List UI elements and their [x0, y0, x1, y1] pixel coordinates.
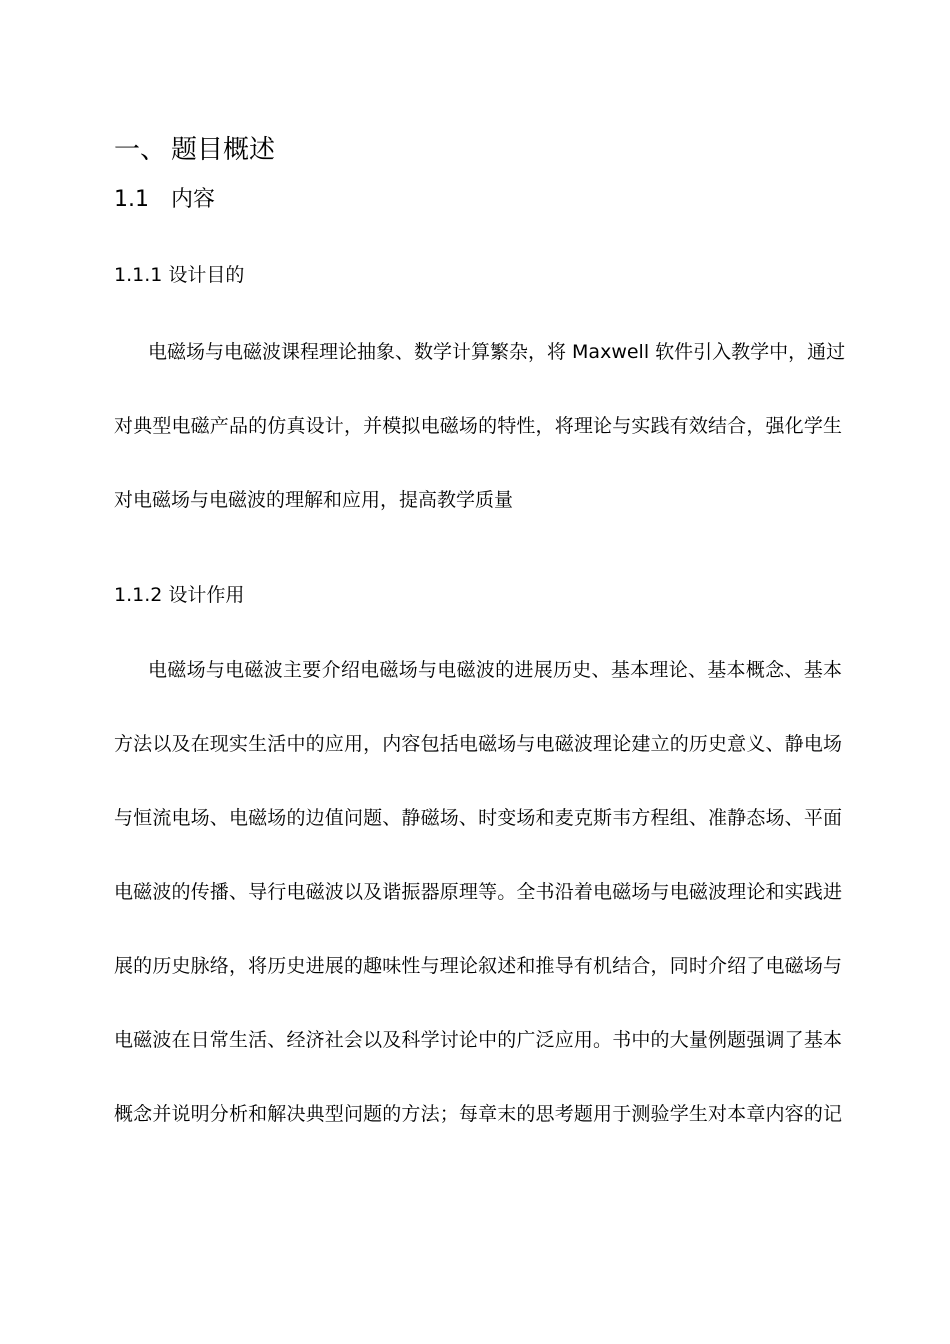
subsection-number: 1.1.1: [114, 264, 163, 286]
paragraph-line: 概念并说明分析和解决典型问题的方法；每章末的思考题用于测验学生对本章内容的记: [114, 1103, 842, 1125]
paragraph-line: 展的历史脉络，将历史进展的趣味性与理论叙述和推导有机结合，同时介绍了电磁场与: [114, 955, 842, 977]
section-title: 内容: [171, 187, 216, 212]
paragraph-line: 对电磁场与电磁波的理解和应用，提高教学质量: [114, 489, 514, 511]
paragraph-line: 电磁场与电磁波主要介绍电磁场与电磁波的进展历史、基本理论、基本概念、基本: [148, 659, 842, 681]
chapter-heading: [114, 132, 275, 168]
paragraph-line: 电磁波在日常生活、经济社会以及科学讨论中的广泛应用。书中的大量例题强调了基本: [114, 1029, 842, 1051]
section-heading: [114, 184, 215, 216]
subsection-title: 设计目的: [168, 264, 245, 286]
section-number: 1.1: [114, 187, 149, 212]
subsection-title: 设计作用: [168, 584, 245, 606]
subsection-number: 1.1.2: [114, 584, 163, 606]
paragraph-line: 电磁场与电磁波课程理论抽象、数学计算繁杂，将 Maxwell 软件引入教学中，通过: [148, 341, 846, 363]
subsection-heading-function: [114, 581, 244, 609]
paragraph-line: 对典型电磁产品的仿真设计，并模拟电磁场的特性，将理论与实践有效结合，强化学生: [114, 415, 842, 437]
chapter-number: 一、: [114, 135, 167, 165]
paragraph-purpose: [114, 338, 846, 560]
subsection-heading-purpose: [114, 261, 244, 289]
paragraph-function: [114, 656, 842, 1174]
paragraph-line: 方法以及在现实生活中的应用，内容包括电磁场与电磁波理论建立的历史意义、静电场: [114, 733, 842, 755]
paragraph-line: 与恒流电场、电磁场的边值问题、静磁场、时变场和麦克斯韦方程组、准静态场、平面: [114, 807, 842, 829]
chapter-title: 题目概述: [171, 135, 276, 165]
paragraph-line: 电磁波的传播、导行电磁波以及谐振器原理等。全书沿着电磁场与电磁波理论和实践进: [114, 881, 842, 903]
